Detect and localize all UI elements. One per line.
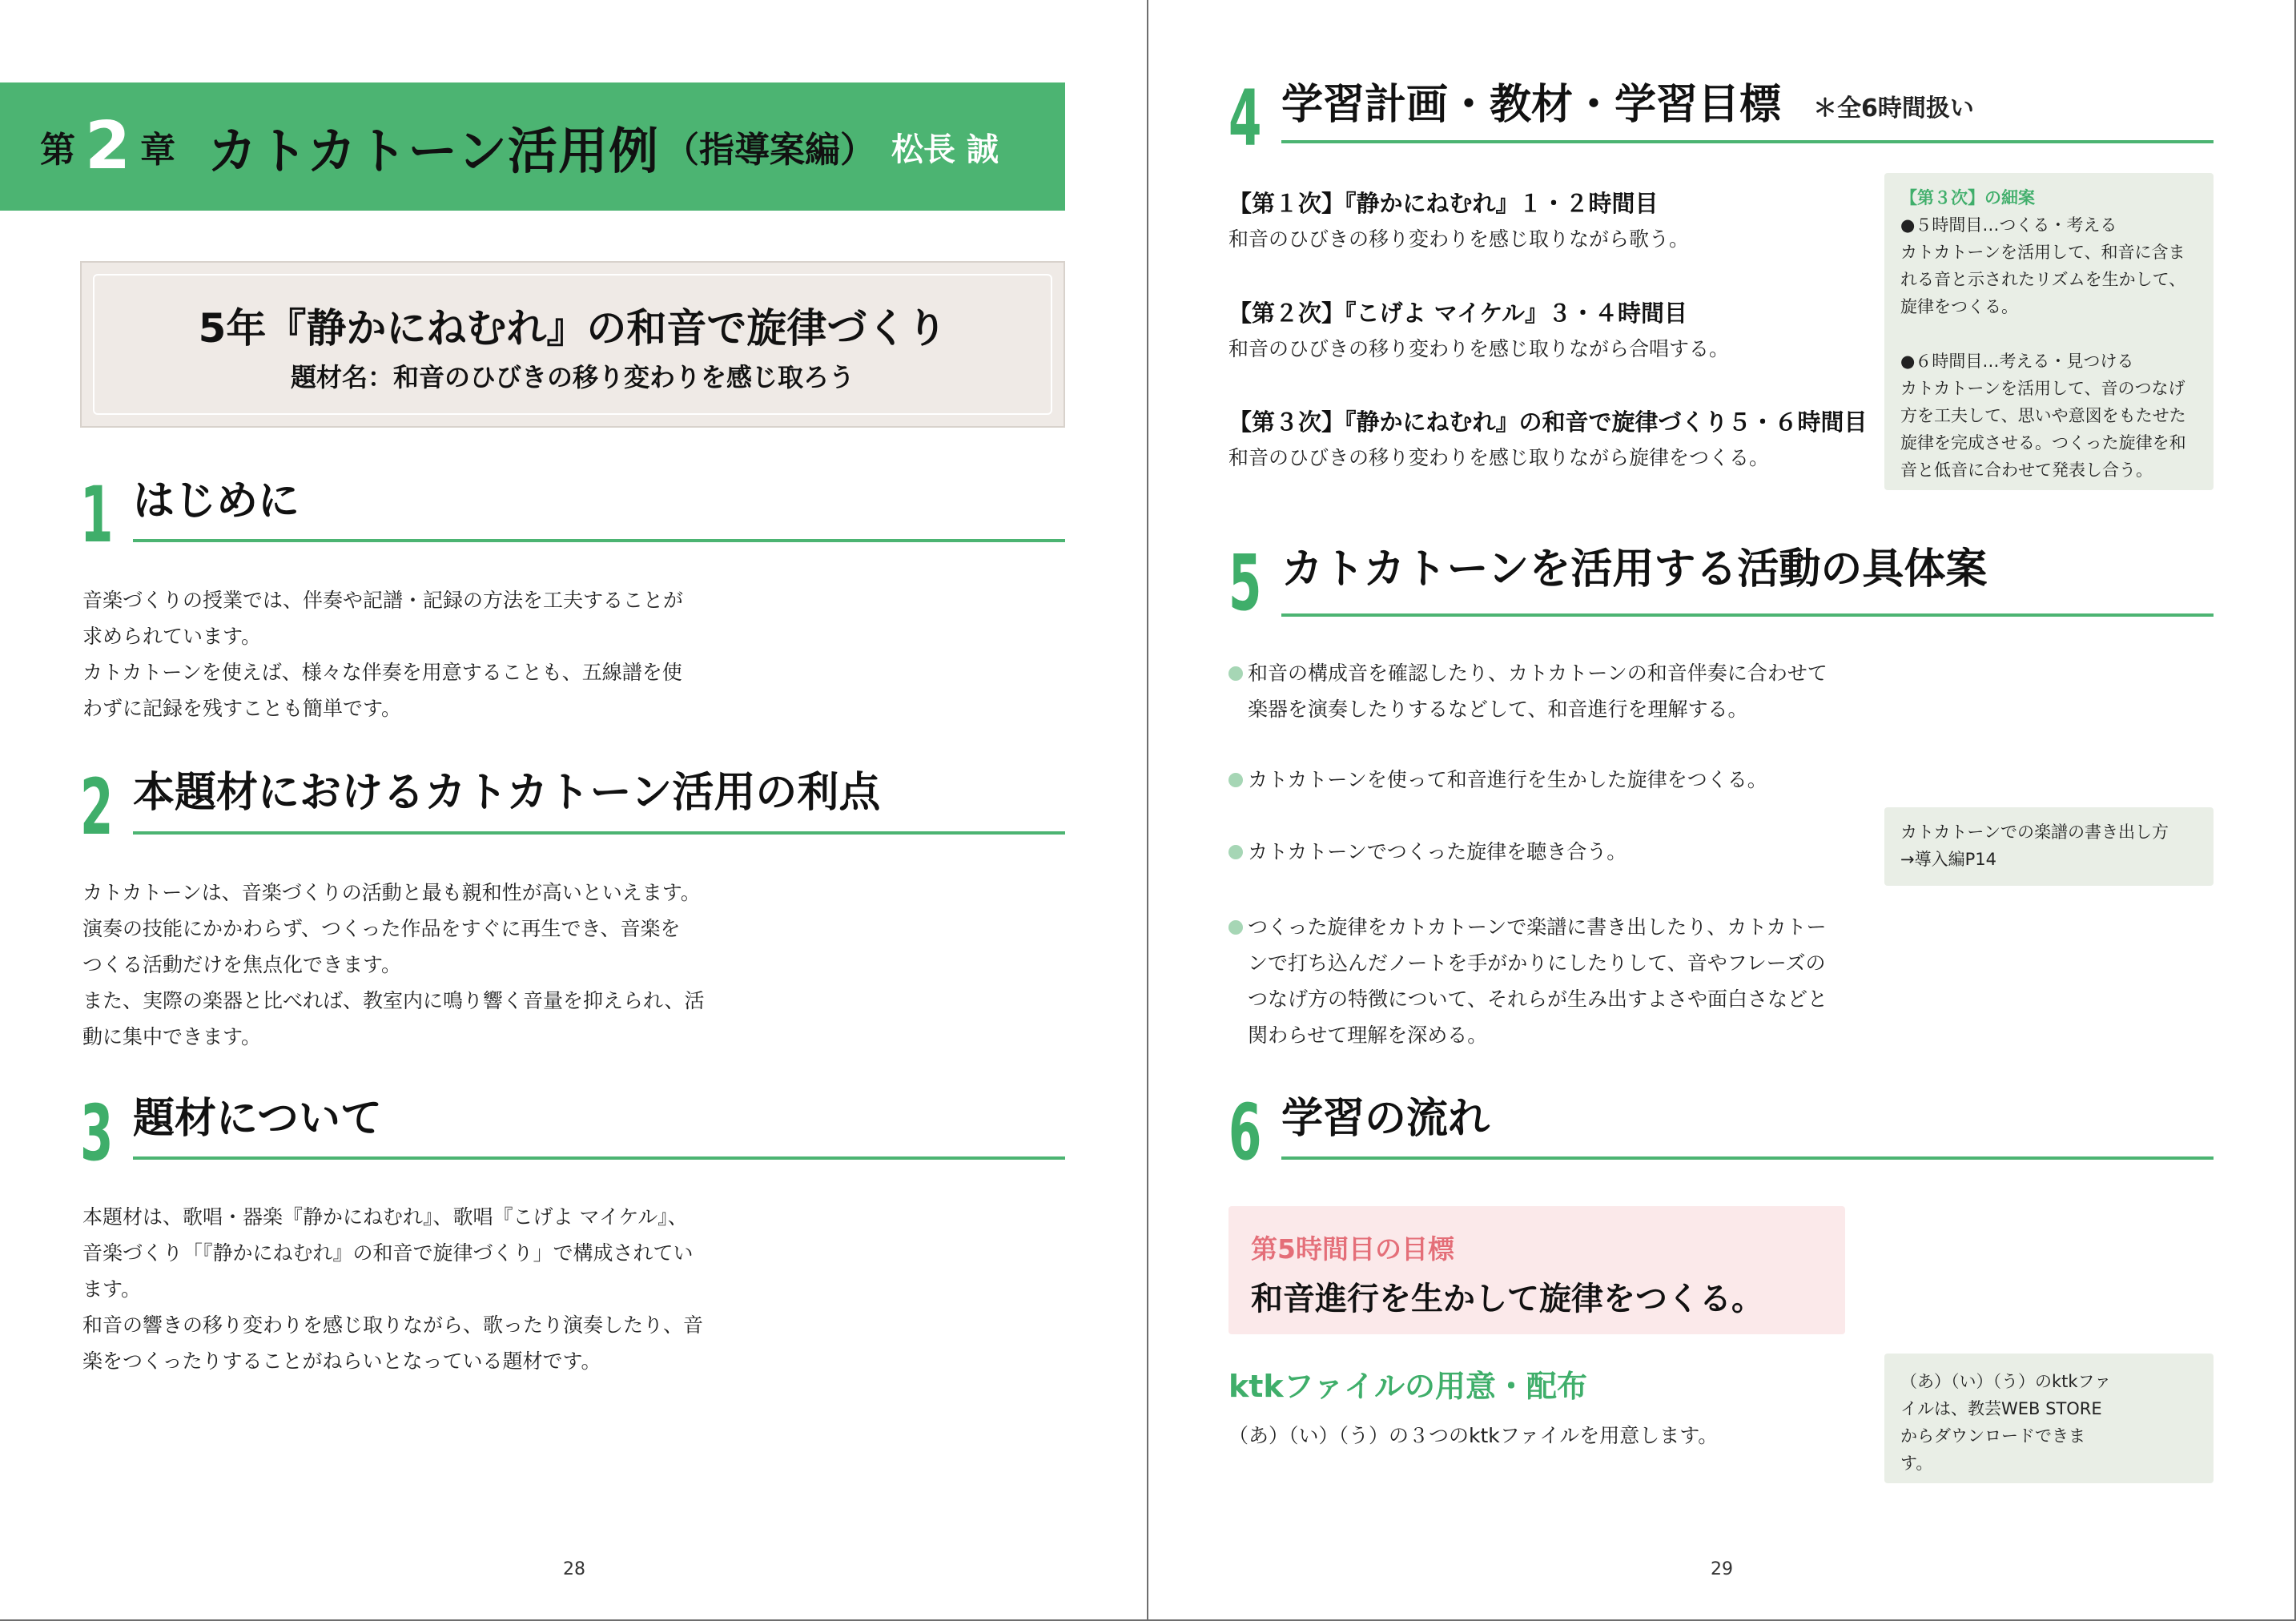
body-line: また、実際の楽器と比べれば、教室内に鳴り響く音量を抑えられ、活 [82,989,705,1012]
bullet-text: つくった旋律をカトカトーンで楽譜に書き出したり、カトカトー [1248,915,1827,939]
section-rule [1281,1156,2214,1160]
page-number: 29 [1711,1559,1733,1579]
body-line: 動に集中できます。 [82,1025,262,1048]
bullet-dot [1228,845,1243,859]
section-rule [133,831,1065,835]
bullet-text: ンで打ち込んだノートを手がかりにしたりして、音やフレーズの [1248,951,1826,975]
section-body [82,582,683,726]
bullet-text: つなげ方の特徴について、それらが生み出すよさや面白さなどと [1248,987,1828,1011]
section-note: ＊全6時間扱い [1813,95,1974,123]
section-number: 3 [80,1088,114,1178]
bullet-dot [1228,920,1243,935]
section-title: 学習計画・教材・学習目標 [1281,81,1782,129]
bullet-text: カトカトーンを使って和音進行を生かした旋律をつくる。 [1248,768,1767,791]
section-number: 6 [1228,1088,1262,1177]
body-line: カトカトーンは、音楽づくりの活動と最も親和性が高いといえます。 [82,881,701,904]
bullet-dot [1228,666,1243,681]
section-body [82,1199,703,1379]
detail-line: 方を工夫して、思いや意図をもたせた [1900,406,2186,425]
body-line: ます。 [82,1277,142,1301]
download-line: す。 [1900,1454,1933,1473]
activity-bullet [1228,762,1767,798]
body-line: 本題材は、歌唱・器楽『静かにねむれ』、歌唱『こげよ マイケル』、 [82,1205,688,1229]
book-spine-divider [1147,0,1148,1621]
plan-heading: 【第３次】『静かにねむれ』の和音で旋律づくり５・６時間目 [1228,408,1868,436]
chapter-prefix: 第 [40,130,75,171]
download-box [1884,1354,2214,1483]
body-line: 音楽づくり「『静かにねむれ』の和音で旋律づくり」で構成されてい [82,1241,694,1265]
bullet-dot [1228,773,1243,787]
plan-heading: 【第１次】『静かにねむれ』１・２時間目 [1228,190,1659,217]
section-rule [133,1156,1065,1160]
section-body [82,875,705,1055]
detail-line: カトカトーンを活用して、音のつなげ [1900,379,2185,398]
goal-label: 第5時間目の目標 [1251,1233,1454,1265]
body-line: 和音の響きの移り変わりを感じ取りながら、歌ったり演奏したり、音 [82,1313,704,1337]
body-line: 音楽づくりの授業では、伴奏や記譜・記録の方法を工夫することが [82,589,684,612]
lesson-goal-box [1228,1206,1845,1334]
section-title: カトカトーンを活用する活動の具体案 [1281,545,1988,593]
chapter-header-band [0,82,1065,211]
plan-text: 和音のひびきの移り変わりを感じ取りながら合唱する。 [1228,337,1730,360]
body-line: 求められています。 [82,625,262,648]
plan-text: 和音のひびきの移り変わりを感じ取りながら歌う。 [1228,227,1690,251]
detail-plan-box [1884,173,2214,490]
chapter-subtitle: （指導案編） [663,130,875,171]
download-line: イルは、教芸WEB STORE [1900,1399,2102,1418]
bullet-text: カトカトーンでつくった旋律を聴き合う。 [1248,840,1627,863]
chapter-suffix: 章 [140,130,176,171]
lesson-title-box [80,261,1065,428]
goal-text: 和音進行を生かして旋律をつくる。 [1251,1281,1763,1317]
chapter-title: カトカトーン活用例 [207,121,659,180]
section-rule [133,539,1065,542]
download-line: （あ）（い）（う）のktkファ [1900,1372,2112,1391]
section-title: 題材について [133,1095,382,1143]
body-line: 演奏の技能にかかわらず、つくった作品をすぐに再生でき、音楽を [82,917,681,940]
detail-line: 旋律をつくる。 [1900,297,2018,316]
lesson-subtitle: 題材名：和音のひびきの移り変わりを感じ取ろう [290,362,854,392]
download-line: からダウンロードできま [1900,1426,2085,1446]
detail-spacer [1900,320,2186,348]
detail-plan-heading: 【第３次】の細案 [1900,188,2035,207]
reference-line: →導入編P14 [1900,850,1996,869]
chapter-author: 松長 誠 [891,131,999,168]
section-number: 1 [80,470,114,560]
bullet-text: 関わらせて理解を深める。 [1248,1024,1488,1047]
ktk-heading: ktkファイルの用意・配布 [1228,1369,1587,1404]
section-number: 5 [1228,538,1262,628]
detail-line: 音と低音に合わせて発表し合う。 [1900,461,2153,480]
section-rule [1281,140,2214,143]
activity-bullet [1228,909,1828,1053]
body-line: わずに記録を残すことも簡単です。 [82,697,402,720]
section-title: 学習の流れ [1281,1095,1490,1143]
chapter-number: 2 [85,108,131,184]
plan-text: 和音のひびきの移り変わりを感じ取りながら旋律をつくる。 [1228,446,1770,469]
bullet-text: 楽器を演奏したりするなどして、和音進行を理解する。 [1248,698,1748,721]
page-number: 28 [563,1559,585,1579]
body-line: カトカトーンを使えば、様々な伴奏を用意することも、五線譜を使 [82,661,682,684]
right-page [1148,0,2296,1621]
section-rule [1281,613,2214,617]
activity-bullet [1228,834,1627,870]
section-title: はじめに [133,477,300,525]
activity-bullet [1228,655,1828,727]
detail-line: ●５時間目…つくる・考える [1900,215,2117,235]
body-line: 楽をつくったりすることがねらいとなっている題材です。 [82,1349,601,1373]
detail-line: れる音と示されたリズムを生かして、 [1900,270,2186,289]
detail-line: 旋律を完成させる。つくった旋律を和 [1900,433,2186,453]
section-title: 本題材におけるカトカトーン活用の利点 [133,769,881,817]
ktk-text: （あ）（い）（う）の３つのktkファイルを用意します。 [1228,1424,1719,1447]
body-line: つくる活動だけを焦点化できます。 [82,953,402,976]
plan-heading: 【第２次】『こげよ マイケル』３・４時間目 [1228,300,1687,327]
lesson-title: 5年『静かにねむれ』の和音で旋律づくり [198,305,947,352]
section-number: 4 [1228,74,1262,163]
reference-box [1884,807,2214,886]
bullet-text: 和音の構成音を確認したり、カトカトーンの和音伴奏に合わせて [1248,662,1828,685]
detail-line: ●６時間目…考える・見つける [1900,352,2134,371]
detail-line: カトカトーンを活用して、和音に含ま [1900,243,2185,262]
reference-line: カトカトーンでの楽譜の書き出し方 [1900,823,2169,842]
section-number: 2 [80,762,114,852]
